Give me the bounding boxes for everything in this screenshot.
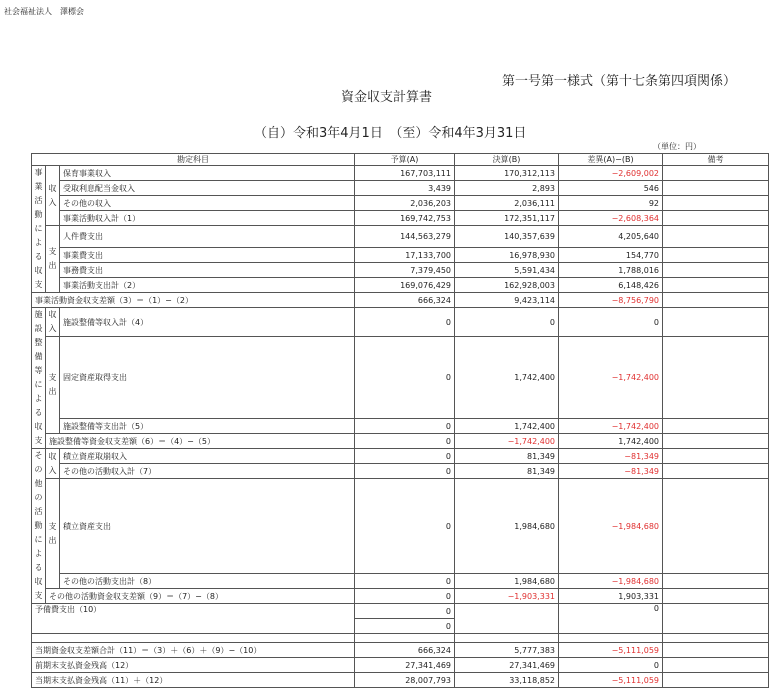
row-label: 当期資金収支差額合計（11）＝（3）＋（6）＋（9）−（10） bbox=[32, 643, 355, 658]
row-label: 事業活動収入計（1） bbox=[60, 211, 355, 226]
row-budget: 144,563,279 bbox=[355, 226, 455, 248]
row-result: 9,423,114 bbox=[455, 293, 559, 308]
row-diff: −2,609,002 bbox=[559, 166, 663, 181]
row-result: −1,903,331 bbox=[455, 589, 559, 604]
row-label: 受取利息配当金収入 bbox=[60, 181, 355, 196]
table-row bbox=[32, 643, 769, 658]
table-row bbox=[32, 196, 769, 211]
row-budget: 666,324 bbox=[355, 293, 455, 308]
row-budget: 3,439 bbox=[355, 181, 455, 196]
row-label: 積立資産取崩収入 bbox=[60, 449, 355, 464]
row-note bbox=[663, 248, 769, 263]
row-diff: −5,111,059 bbox=[559, 643, 663, 658]
row-budget: 0 bbox=[355, 604, 455, 619]
row-budget: 0 bbox=[355, 464, 455, 479]
row-label: 施設整備等収入計（4） bbox=[60, 308, 355, 337]
row-diff: −81,349 bbox=[559, 449, 663, 464]
row-label: 事業活動資金収支差額（3）＝（1）−（2） bbox=[32, 293, 355, 308]
row-budget: 0 bbox=[355, 434, 455, 449]
row-label: 施設整備等支出計（5） bbox=[60, 419, 355, 434]
table-row bbox=[32, 464, 769, 479]
row-label: 事業活動支出計（2） bbox=[60, 278, 355, 293]
row-result: 16,978,930 bbox=[455, 248, 559, 263]
row-label: 固定資産取得支出 bbox=[60, 337, 355, 419]
row-result: 172,351,117 bbox=[455, 211, 559, 226]
organization-name: 社会福祉法人 澤標会 bbox=[4, 7, 84, 16]
row-diff: 154,770 bbox=[559, 248, 663, 263]
row-label: 保育事業収入 bbox=[60, 166, 355, 181]
row-note bbox=[663, 196, 769, 211]
subgroup-label: 収入 bbox=[46, 166, 60, 226]
row-budget: 17,133,700 bbox=[355, 248, 455, 263]
row-diff: 0 bbox=[559, 604, 663, 634]
row-budget: 28,007,793 bbox=[355, 673, 455, 688]
row-label: その他の活動支出計（8） bbox=[60, 574, 355, 589]
col-note: 備考 bbox=[663, 154, 769, 166]
table-row bbox=[32, 181, 769, 196]
row-budget: 0 bbox=[355, 419, 455, 434]
table-row bbox=[32, 337, 769, 419]
row-budget: 27,341,469 bbox=[355, 658, 455, 673]
row-result: 1,984,680 bbox=[455, 479, 559, 574]
row-note bbox=[663, 479, 769, 574]
row-note bbox=[663, 574, 769, 589]
row-result: 33,118,852 bbox=[455, 673, 559, 688]
row-note bbox=[663, 181, 769, 196]
row-result: −1,742,400 bbox=[455, 434, 559, 449]
row-diff: −1,984,680 bbox=[559, 574, 663, 589]
row-label: その他の活動資金収支差額（9）＝（7）−（8） bbox=[46, 589, 355, 604]
row-label: 当期末支払資金残高（11）＋（12） bbox=[32, 673, 355, 688]
row-result: 1,742,400 bbox=[455, 419, 559, 434]
row-note bbox=[663, 263, 769, 278]
table-row bbox=[32, 293, 769, 308]
row-note bbox=[663, 419, 769, 434]
row-budget: 0 bbox=[355, 449, 455, 464]
table-row bbox=[32, 449, 769, 464]
table-header bbox=[32, 154, 769, 166]
row-result: 5,591,434 bbox=[455, 263, 559, 278]
row-diff: 1,788,016 bbox=[559, 263, 663, 278]
table-row bbox=[32, 263, 769, 278]
row-note bbox=[663, 434, 769, 449]
row-budget: 169,076,429 bbox=[355, 278, 455, 293]
row-result: 162,928,003 bbox=[455, 278, 559, 293]
row-budget: 167,703,111 bbox=[355, 166, 455, 181]
row-label: 事業費支出 bbox=[60, 248, 355, 263]
row-budget: 0 bbox=[355, 589, 455, 604]
row-note bbox=[663, 464, 769, 479]
row-diff: 6,148,426 bbox=[559, 278, 663, 293]
row-budget: 0 bbox=[355, 574, 455, 589]
row-diff: −5,111,059 bbox=[559, 673, 663, 688]
row-budget: 0 bbox=[355, 479, 455, 574]
table-row bbox=[32, 166, 769, 181]
row-diff: −1,742,400 bbox=[559, 419, 663, 434]
table-row bbox=[32, 211, 769, 226]
row-label: 予備費支出（10） bbox=[32, 604, 355, 634]
table-row bbox=[32, 589, 769, 604]
col-item: 勘定科目 bbox=[32, 154, 355, 166]
row-result: 27,341,469 bbox=[455, 658, 559, 673]
row-note bbox=[663, 308, 769, 337]
row-diff: 4,205,640 bbox=[559, 226, 663, 248]
row-diff: 1,742,400 bbox=[559, 434, 663, 449]
spacer-row bbox=[32, 634, 769, 643]
row-budget: 666,324 bbox=[355, 643, 455, 658]
table-row bbox=[32, 658, 769, 673]
table-row bbox=[32, 479, 769, 574]
col-result: 決算(B) bbox=[455, 154, 559, 166]
row-note bbox=[663, 604, 769, 634]
table-row bbox=[32, 419, 769, 434]
row-label: 施設整備等資金収支差額（6）＝（4）−（5） bbox=[46, 434, 355, 449]
row-budget: 169,742,753 bbox=[355, 211, 455, 226]
subgroup-label: 収入 bbox=[46, 308, 60, 337]
row-budget: 0 bbox=[355, 308, 455, 337]
row-diff: −1,742,400 bbox=[559, 337, 663, 419]
row-label: 人件費支出 bbox=[60, 226, 355, 248]
row-note bbox=[663, 226, 769, 248]
row-note bbox=[663, 643, 769, 658]
unit-label: （単位：円） bbox=[653, 142, 701, 151]
row-budget: 0 bbox=[355, 337, 455, 419]
row-result: 2,893 bbox=[455, 181, 559, 196]
table-row bbox=[32, 248, 769, 263]
table-row bbox=[32, 226, 769, 248]
table-row bbox=[32, 574, 769, 589]
subgroup-label: 収入 bbox=[46, 449, 60, 479]
period: （自）令和3年4月1日 （至）令和4年3月31日 bbox=[254, 126, 527, 141]
row-diff: 92 bbox=[559, 196, 663, 211]
row-label: 事務費支出 bbox=[60, 263, 355, 278]
row-result: 2,036,111 bbox=[455, 196, 559, 211]
row-diff: 1,903,331 bbox=[559, 589, 663, 604]
table-row bbox=[32, 604, 769, 619]
row-result: 1,984,680 bbox=[455, 574, 559, 589]
row-diff: −1,984,680 bbox=[559, 479, 663, 574]
row-result: 140,357,639 bbox=[455, 226, 559, 248]
row-result: 170,312,113 bbox=[455, 166, 559, 181]
row-result bbox=[455, 604, 559, 634]
row-result: 0 bbox=[455, 308, 559, 337]
row-label: 前期末支払資金残高（12） bbox=[32, 658, 355, 673]
row-diff: −81,349 bbox=[559, 464, 663, 479]
row-label: その他の収入 bbox=[60, 196, 355, 211]
row-note bbox=[663, 449, 769, 464]
row-result: 81,349 bbox=[455, 449, 559, 464]
subgroup-label: 支出 bbox=[46, 479, 60, 589]
row-label: その他の活動収入計（7） bbox=[60, 464, 355, 479]
table-row bbox=[32, 278, 769, 293]
table-row bbox=[32, 673, 769, 688]
row-budget: 2,036,203 bbox=[355, 196, 455, 211]
row-note bbox=[663, 293, 769, 308]
row-budget: 0 bbox=[355, 619, 455, 634]
col-budget: 予算(A) bbox=[355, 154, 455, 166]
subgroup-label: 支出 bbox=[46, 337, 60, 434]
row-diff: 0 bbox=[559, 308, 663, 337]
row-note bbox=[663, 166, 769, 181]
col-diff: 差異(A)−(B) bbox=[559, 154, 663, 166]
row-note bbox=[663, 211, 769, 226]
page-title: 資金収支計算書 bbox=[341, 90, 433, 105]
row-result: 5,777,383 bbox=[455, 643, 559, 658]
row-note bbox=[663, 337, 769, 419]
row-label: 積立資産支出 bbox=[60, 479, 355, 574]
cashflow-table bbox=[31, 153, 769, 688]
row-note bbox=[663, 673, 769, 688]
table-row bbox=[32, 434, 769, 449]
row-result: 81,349 bbox=[455, 464, 559, 479]
row-note bbox=[663, 658, 769, 673]
subgroup-label: 支出 bbox=[46, 226, 60, 293]
row-diff: −8,756,790 bbox=[559, 293, 663, 308]
row-note bbox=[663, 589, 769, 604]
group-label: 施設整備等による収支 bbox=[32, 308, 46, 449]
row-budget: 7,379,450 bbox=[355, 263, 455, 278]
row-diff: 546 bbox=[559, 181, 663, 196]
group-label: 事業活動による収支 bbox=[32, 166, 46, 293]
table-row bbox=[32, 308, 769, 337]
row-result: 1,742,400 bbox=[455, 337, 559, 419]
row-diff: −2,608,364 bbox=[559, 211, 663, 226]
row-note bbox=[663, 278, 769, 293]
group-label: その他の活動による収支 bbox=[32, 449, 46, 604]
row-diff: 0 bbox=[559, 658, 663, 673]
form-number: 第一号第一様式（第十七条第四項関係） bbox=[502, 74, 737, 89]
